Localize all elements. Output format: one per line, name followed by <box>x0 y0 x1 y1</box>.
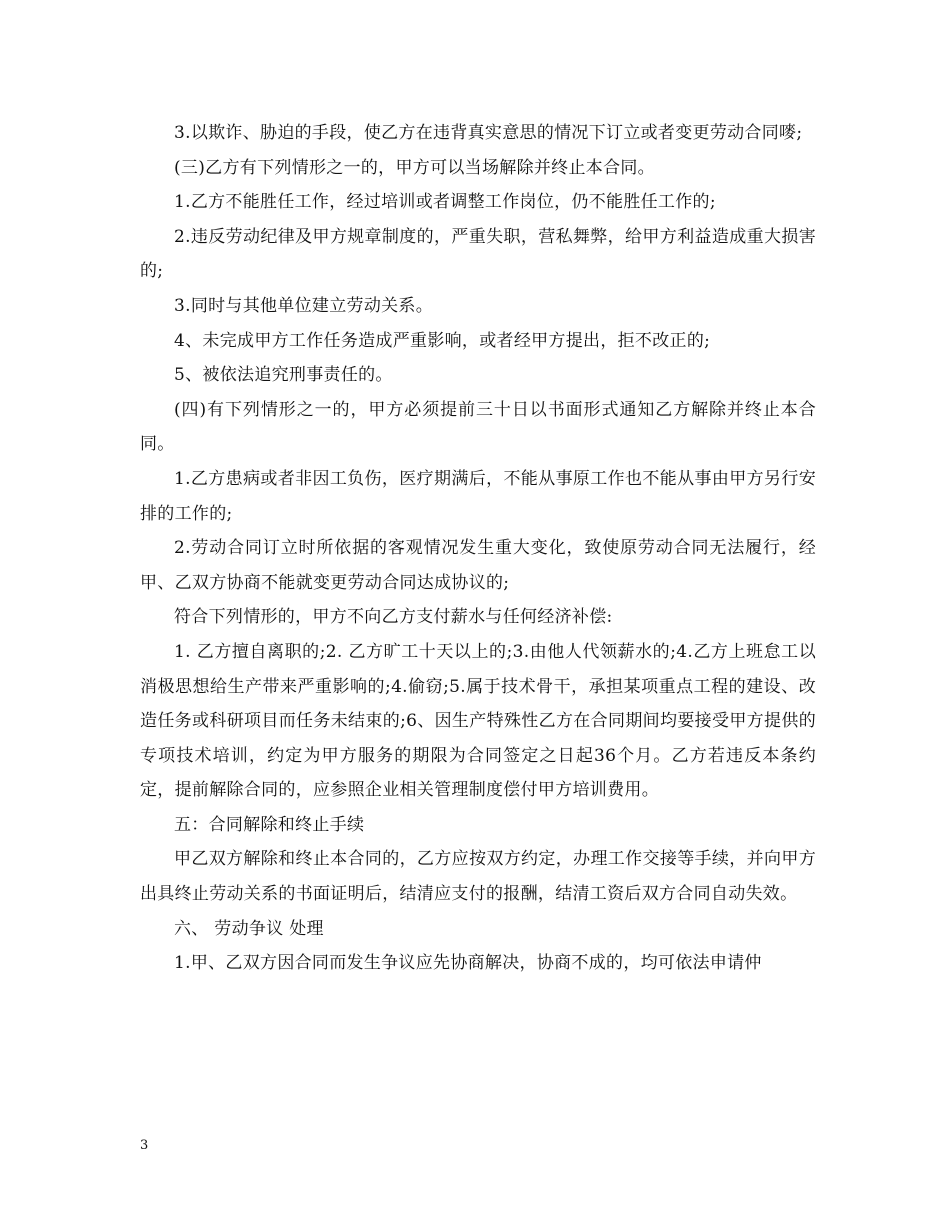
contract-body <box>140 116 816 981</box>
clause-2-circumstances: 2.劳动合同订立时所依据的客观情况发生重大变化，致使原劳动合同无法履行，经甲、乙双方协商不能就变更劳动合同达成协议的; <box>140 538 816 593</box>
no-compensation-intro: 符合下列情形的，甲方不向乙方支付薪水与任何经济补偿: <box>174 607 613 628</box>
section-3-heading: (三)乙方有下列情形之一的，甲方可以当场解除并终止本合同。 <box>174 157 655 178</box>
clause-3-fraud: 3.以欺诈、胁迫的手段，使乙方在违背真实意思的情况下订立或者变更劳动合同嘜; <box>174 123 803 143</box>
no-compensation-list: 1. 乙方擅自离职的;2. 乙方旷工十天以上的;3.由他人代领薪水的;4.乙方上班怠工以消极思想给生产带来严重影响的;4.偷窃;5.属于技术骨干，承担某项重点工程的建设、改造任务或科研项目而任务未结束的;6、因生产特殊性乙方在合同期间均要接受甲方提供的专项技术培训，约定为甲方服务的期限为合同签定之日起36个月。乙方若违反本条约定，提前解除合同的，应参照企业相关管理制度偿付甲方培训费用。 <box>140 641 816 801</box>
clause-3-other-employer: 3.同时与其他单位建立劳动关系。 <box>174 295 434 316</box>
clause-1-illness: 1.乙方患病或者非因工负伤，医疗期满后，不能从事原工作也不能从事由甲方另行安排的工作的; <box>140 468 816 524</box>
section-4-heading: (四)有下列情形之一的，甲方必须提前三十日以书面形式通知乙方解除并终止本合同。 <box>140 399 816 455</box>
clause-5-criminal: 5、被依法追究刑事责任的。 <box>174 365 393 386</box>
termination-procedure: 甲乙双方解除和终止本合同的，乙方应按双方约定，办理工作交接等手续，并向甲方出具终止劳动关系的书面证明后，结清应支付的报酬，结清工资后双方合同自动失效。 <box>140 849 816 905</box>
page-number: 3 <box>140 1138 149 1153</box>
clause-4-tasks: 4、未完成甲方工作任务造成严重影响，或者经甲方提出，拒不改正的; <box>174 330 711 351</box>
clause-2-discipline: 2.违反劳动纪律及甲方规章制度的，严重失职，营私舞弊，给甲方利益造成重大损害的; <box>140 226 816 282</box>
section-5-heading: 五：合同解除和终止手续 <box>174 814 365 835</box>
dispute-clause-1: 1.甲、乙双方因合同而发生争议应先协商解决，协商不成的，均可依法申请仲 <box>174 953 762 974</box>
clause-1-incompetence: 1.乙方不能胜任工作，经过培训或者调整工作岗位，仍不能胜任工作的; <box>174 192 716 213</box>
section-6-heading: 六、 劳动争议 处理 <box>174 918 324 939</box>
